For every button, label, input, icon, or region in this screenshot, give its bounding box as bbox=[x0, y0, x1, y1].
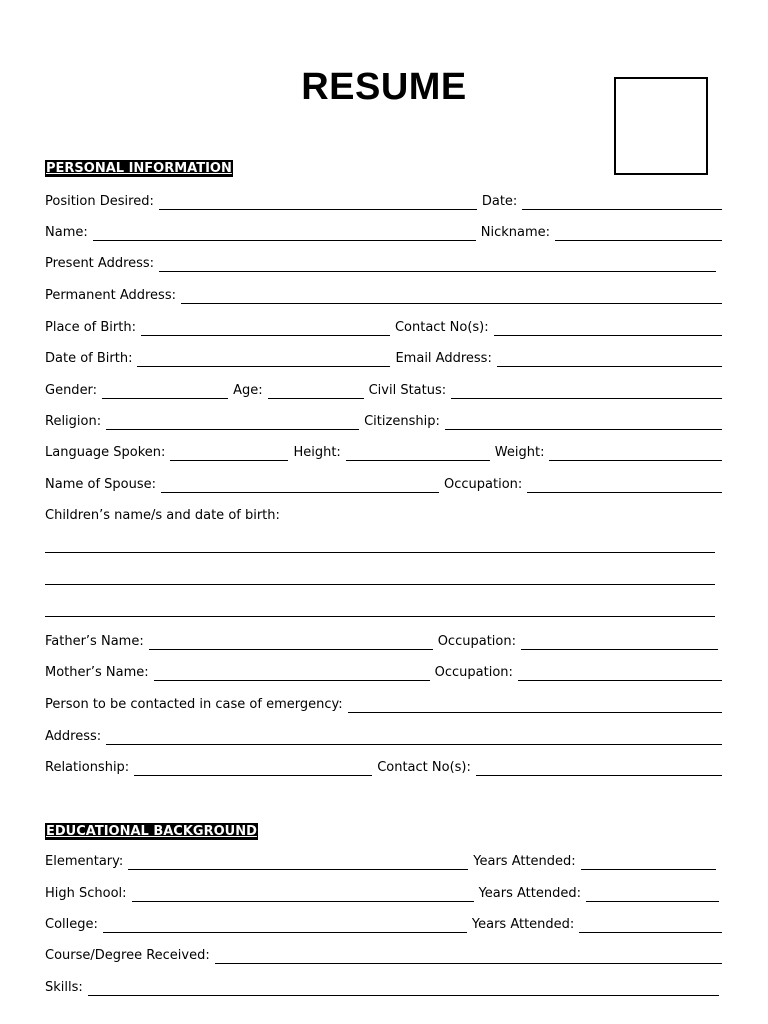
skills-label: Skills: bbox=[45, 980, 83, 995]
citizenship-field[interactable] bbox=[445, 417, 722, 430]
high-school-field[interactable] bbox=[132, 889, 474, 902]
children-label: Children’s name/s and date of birth: bbox=[45, 508, 280, 523]
row-language-height-weight bbox=[45, 445, 722, 461]
father-occupation-field[interactable] bbox=[521, 637, 718, 650]
college-label: College: bbox=[45, 917, 98, 932]
weight-field[interactable] bbox=[549, 448, 722, 461]
emergency-contact-field[interactable] bbox=[348, 700, 722, 713]
contact-no-label: Contact No(s): bbox=[394, 320, 489, 335]
course-degree-field[interactable] bbox=[215, 951, 722, 964]
position-desired-field[interactable] bbox=[159, 197, 477, 210]
contact-no-field[interactable] bbox=[494, 323, 722, 336]
weight-label: Weight: bbox=[494, 445, 545, 460]
fathers-name-label: Father’s Name: bbox=[45, 634, 144, 649]
spouse-occupation-label: Occupation: bbox=[444, 477, 523, 492]
religion-label: Religion: bbox=[45, 414, 102, 429]
row-relationship-contact bbox=[45, 760, 722, 776]
permanent-address-field[interactable] bbox=[181, 291, 722, 304]
photo-box[interactable] bbox=[614, 77, 708, 175]
elementary-field[interactable] bbox=[128, 857, 468, 870]
gender-field[interactable] bbox=[102, 386, 228, 399]
address-label: Address: bbox=[45, 729, 102, 744]
row-college bbox=[45, 917, 722, 933]
age-field[interactable] bbox=[268, 386, 364, 399]
age-label: Age: bbox=[233, 383, 263, 398]
date-field[interactable] bbox=[522, 197, 722, 210]
children-line-2[interactable] bbox=[45, 584, 715, 585]
row-emergency-contact bbox=[45, 697, 722, 713]
relationship-field[interactable] bbox=[134, 763, 372, 776]
nickname-label: Nickname: bbox=[480, 225, 550, 240]
mother-occupation-label: Occupation: bbox=[434, 665, 513, 680]
spouse-name-field[interactable] bbox=[161, 480, 439, 493]
place-of-birth-label: Place of Birth: bbox=[45, 320, 136, 335]
language-spoken-field[interactable] bbox=[170, 448, 288, 461]
row-father bbox=[45, 634, 722, 650]
section-educational-background: EDUCATIONAL BACKGROUND bbox=[46, 824, 257, 839]
emergency-contact-no-label: Contact No(s): bbox=[377, 760, 471, 775]
spouse-name-label: Name of Spouse: bbox=[45, 477, 156, 492]
height-label: Height: bbox=[293, 445, 341, 460]
elementary-years-field[interactable] bbox=[581, 857, 716, 870]
row-date-of-birth-email bbox=[45, 351, 722, 367]
skills-field[interactable] bbox=[88, 983, 719, 996]
elementary-label: Elementary: bbox=[45, 854, 124, 869]
row-present-address bbox=[45, 256, 722, 272]
college-years-label: Years Attended: bbox=[471, 917, 575, 932]
name-field[interactable] bbox=[93, 228, 476, 241]
date-label: Date: bbox=[481, 194, 518, 209]
name-label: Name: bbox=[45, 225, 88, 240]
row-children bbox=[45, 508, 722, 524]
page-title: RESUME bbox=[301, 66, 467, 108]
emergency-contact-label: Person to be contacted in case of emergency: bbox=[45, 697, 343, 712]
date-of-birth-field[interactable] bbox=[137, 354, 390, 367]
citizenship-label: Citizenship: bbox=[364, 414, 440, 429]
row-gender-age-civil-status bbox=[45, 383, 722, 399]
course-degree-label: Course/Degree Received: bbox=[45, 948, 210, 963]
emergency-contact-no-field[interactable] bbox=[476, 763, 722, 776]
language-spoken-label: Language Spoken: bbox=[45, 445, 166, 460]
place-of-birth-field[interactable] bbox=[141, 323, 390, 336]
civil-status-label: Civil Status: bbox=[368, 383, 447, 398]
children-line-1[interactable] bbox=[45, 552, 715, 553]
mother-occupation-field[interactable] bbox=[518, 668, 722, 681]
section-personal-information: PERSONAL INFORMATION bbox=[46, 161, 232, 176]
father-occupation-label: Occupation: bbox=[437, 634, 516, 649]
row-name-nickname bbox=[45, 225, 722, 241]
mothers-name-field[interactable] bbox=[154, 668, 430, 681]
row-position-date bbox=[45, 194, 722, 210]
elementary-years-label: Years Attended: bbox=[473, 854, 576, 869]
present-address-field[interactable] bbox=[159, 259, 716, 272]
row-high-school bbox=[45, 886, 722, 902]
date-of-birth-label: Date of Birth: bbox=[45, 351, 133, 366]
present-address-label: Present Address: bbox=[45, 256, 155, 271]
row-course-degree bbox=[45, 948, 722, 964]
row-skills bbox=[45, 980, 722, 996]
email-address-field[interactable] bbox=[497, 354, 722, 367]
row-religion-citizenship bbox=[45, 414, 722, 430]
row-spouse-occupation bbox=[45, 477, 722, 493]
spouse-occupation-field[interactable] bbox=[527, 480, 722, 493]
mothers-name-label: Mother’s Name: bbox=[45, 665, 149, 680]
high-school-years-label: Years Attended: bbox=[478, 886, 581, 901]
height-field[interactable] bbox=[346, 448, 490, 461]
row-elementary bbox=[45, 854, 722, 870]
relationship-label: Relationship: bbox=[45, 760, 130, 775]
religion-field[interactable] bbox=[106, 417, 359, 430]
permanent-address-label: Permanent Address: bbox=[45, 288, 176, 303]
high-school-years-field[interactable] bbox=[586, 889, 719, 902]
fathers-name-field[interactable] bbox=[149, 637, 433, 650]
gender-label: Gender: bbox=[45, 383, 98, 398]
position-desired-label: Position Desired: bbox=[45, 194, 154, 209]
email-address-label: Email Address: bbox=[395, 351, 492, 366]
civil-status-field[interactable] bbox=[451, 386, 722, 399]
nickname-field[interactable] bbox=[555, 228, 722, 241]
children-line-3[interactable] bbox=[45, 616, 715, 617]
address-field[interactable] bbox=[106, 732, 722, 745]
college-field[interactable] bbox=[103, 920, 467, 933]
row-address bbox=[45, 729, 722, 745]
high-school-label: High School: bbox=[45, 886, 127, 901]
college-years-field[interactable] bbox=[579, 920, 722, 933]
row-place-of-birth-contact bbox=[45, 320, 722, 336]
row-mother bbox=[45, 665, 722, 681]
row-permanent-address bbox=[45, 288, 722, 304]
